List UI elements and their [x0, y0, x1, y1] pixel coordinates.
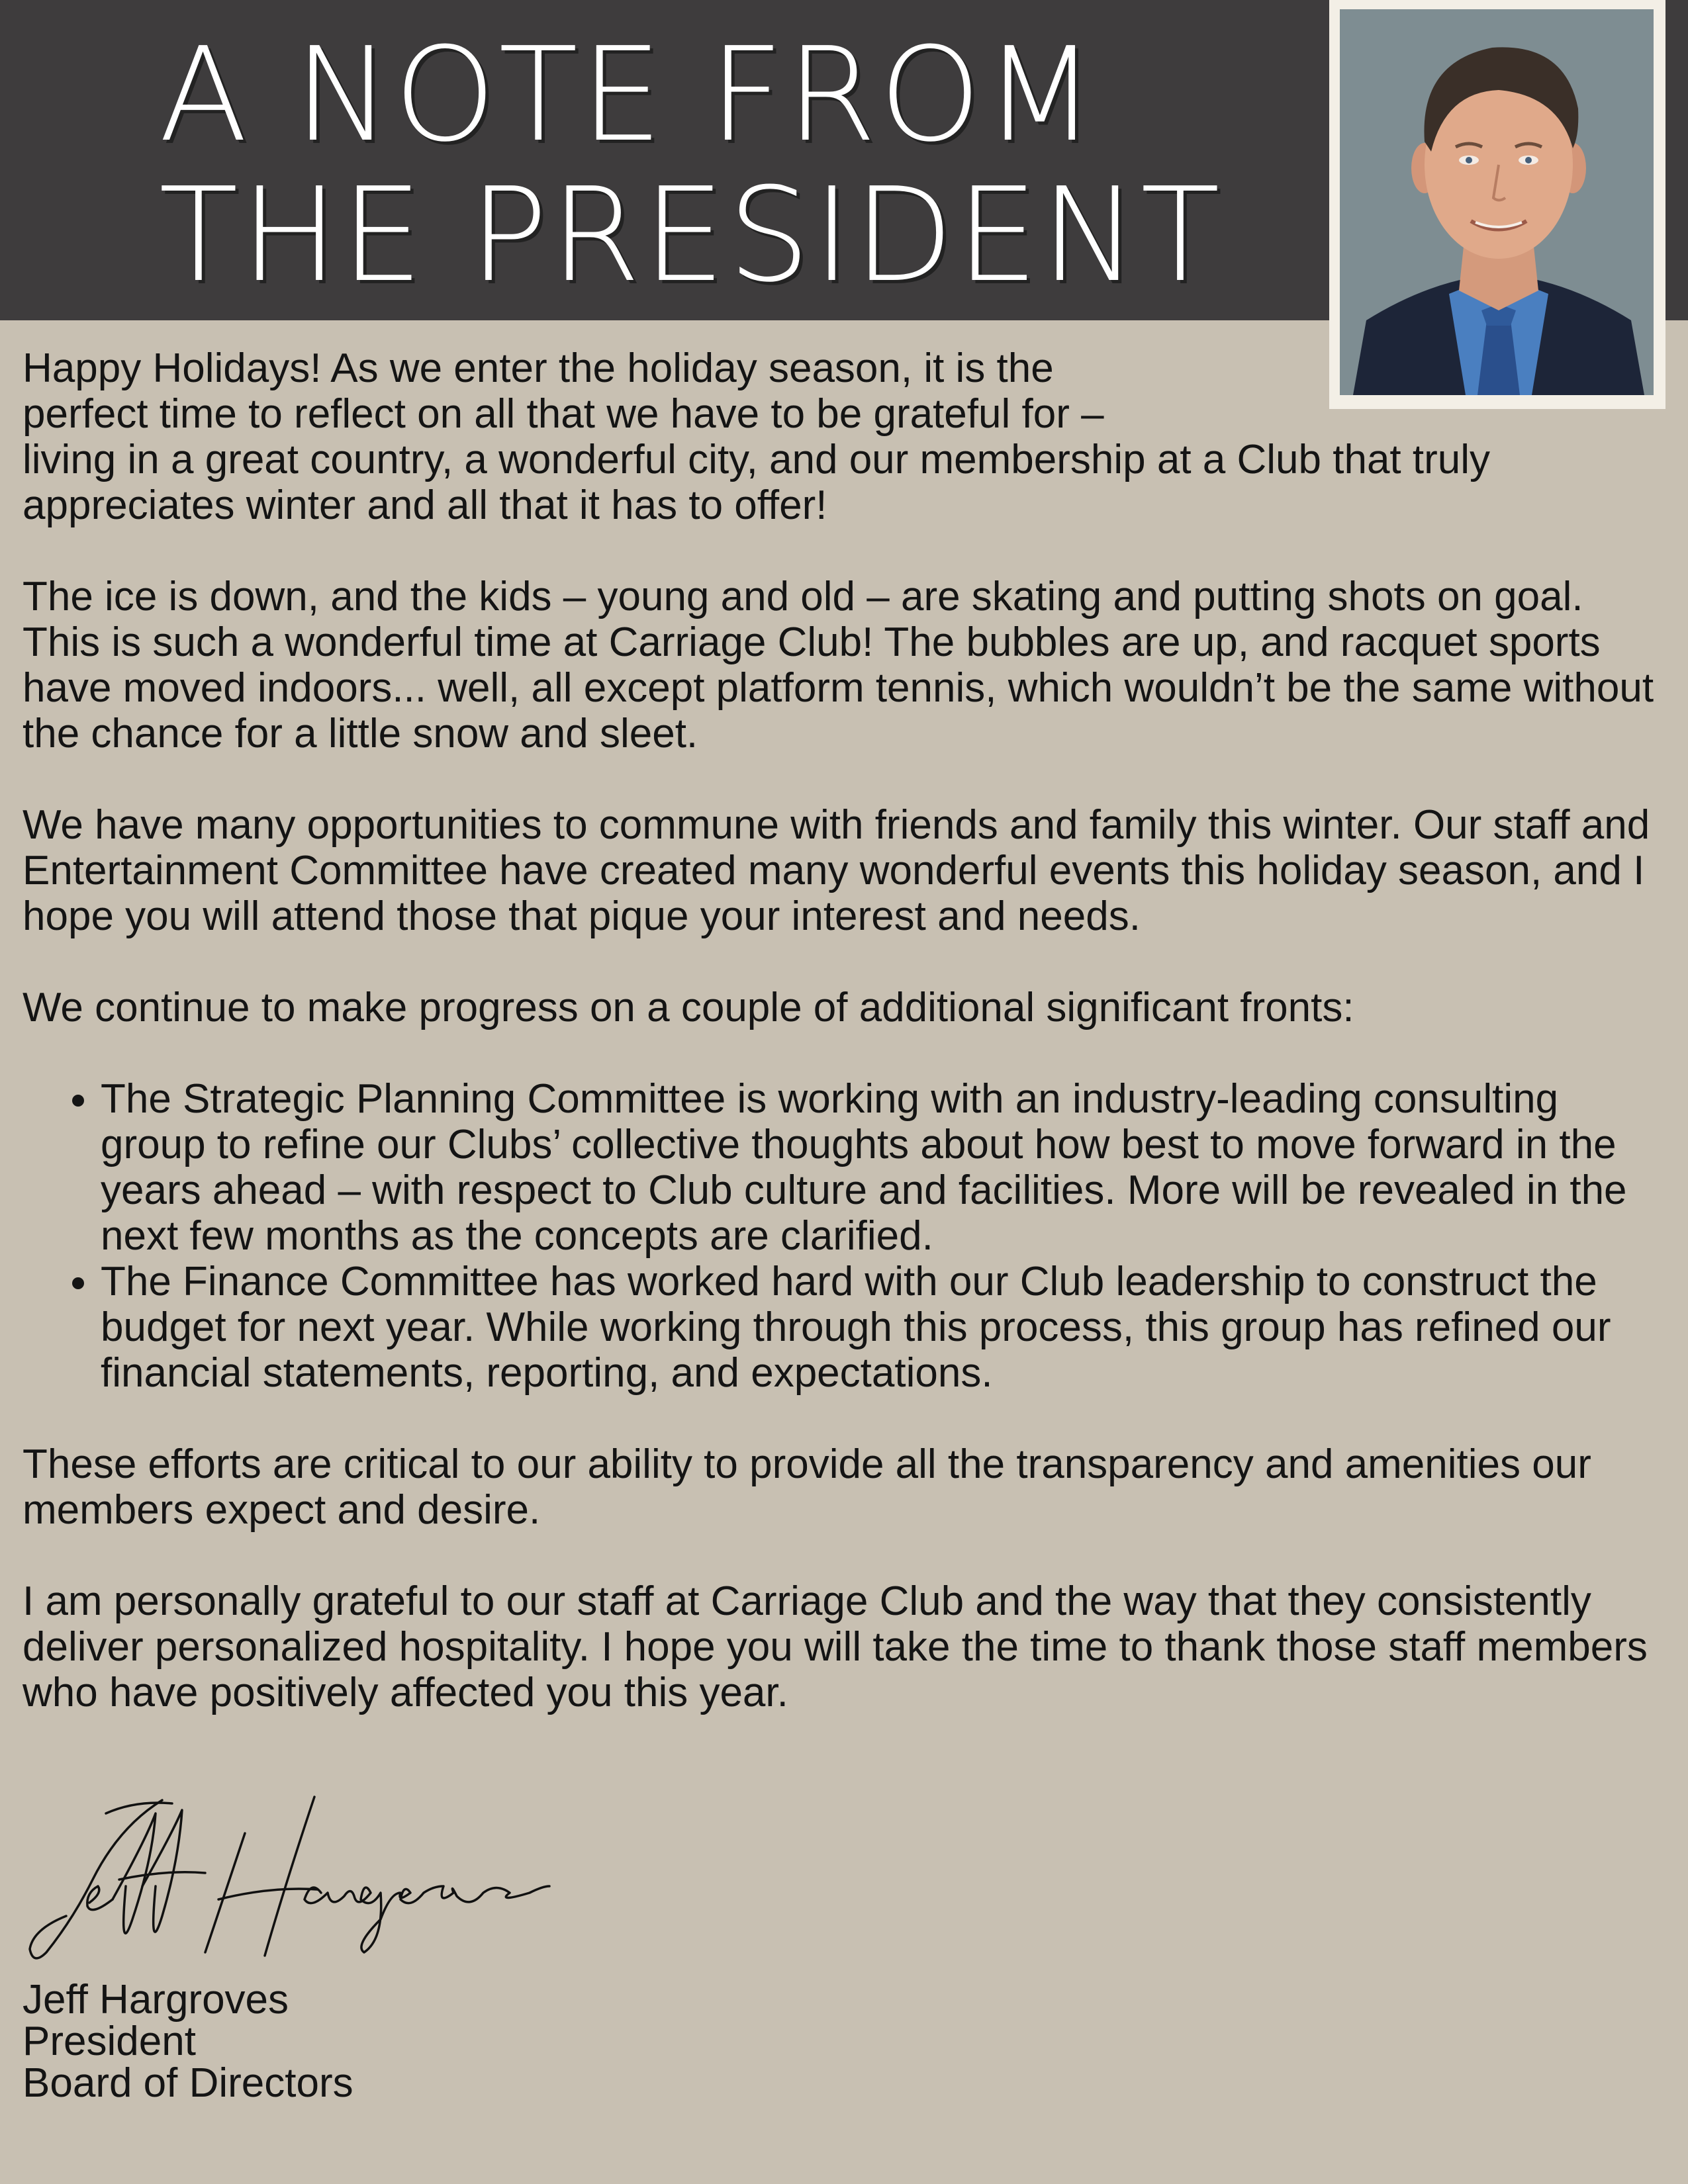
signer-name: Jeff Hargroves — [23, 1977, 289, 2023]
signer-title: President — [23, 2019, 196, 2064]
paragraph-progress-intro: We continue to make progress on a couple of additional significant fronts: — [23, 985, 1354, 1030]
paragraph-greeting-line-2: perfect time to reflect on all that we have to be grateful for – — [23, 391, 1104, 437]
paragraph-ice: The ice is down, and the kids – young and old – are skating and putting shots on goal. This is such a wonderful time at Carriage Club! The bubbles are up, and racquet sports have moved indoors... well, all except platform tennis, which wouldn’t be the same without the chance for a little snow and sleet. — [23, 574, 1654, 756]
page-title — [159, 20, 1223, 311]
paragraph-greeting-line-3: living in a great country, a wonderful city, and our membership at a Club that truly appreciates winter and all that it has to offer! — [23, 437, 1491, 528]
paragraph-greeting — [23, 345, 1671, 528]
list-item: • The Strategic Planning Committee is working with an industry-leading consulting group to refine our Clubs’ collective thoughts about how best to move forward in the years ahead – with respect to Club culture and facilities. More will be revealed in the next few months as the concepts are clarified. — [101, 1076, 1671, 1259]
signature-block — [23, 1979, 353, 2104]
list-item: • The Finance Committee has worked hard with our Club leadership to construct the budget for next year. While working through this process, this group has refined our financial statements, reporting, and expectations. — [101, 1259, 1671, 1396]
letter-body — [23, 345, 1671, 1761]
progress-list — [23, 1076, 1671, 1396]
paragraph-greeting-line-1: Happy Holidays! As we enter the holiday season, it is the — [23, 345, 1054, 391]
paragraph-events: We have many opportunities to commune with friends and family this winter. Our staff and Entertainment Committee have created many wonderful events this holiday season, and I hope you will attend those that pique your interest and needs. — [23, 802, 1650, 939]
president-portrait-photo — [1340, 9, 1654, 395]
title-line-1: A NOTE FROM — [159, 20, 1099, 171]
signer-organization: Board of Directors — [23, 2060, 353, 2106]
paragraph-gratitude: I am personally grateful to our staff at Carriage Club and the way that they consistently deliver personalized hospitality. I hope you will take the time to thank those staff members who have positively affected you this year. — [23, 1578, 1648, 1715]
paragraph-efforts: These efforts are critical to our ability to provide all the transparency and amenities our members expect and desire. — [23, 1441, 1591, 1533]
title-line-2: THE PRESIDENT — [159, 160, 1223, 311]
portrait-icon — [1340, 9, 1654, 395]
handwritten-signature — [20, 1787, 576, 1966]
signature-icon — [20, 1787, 576, 1966]
